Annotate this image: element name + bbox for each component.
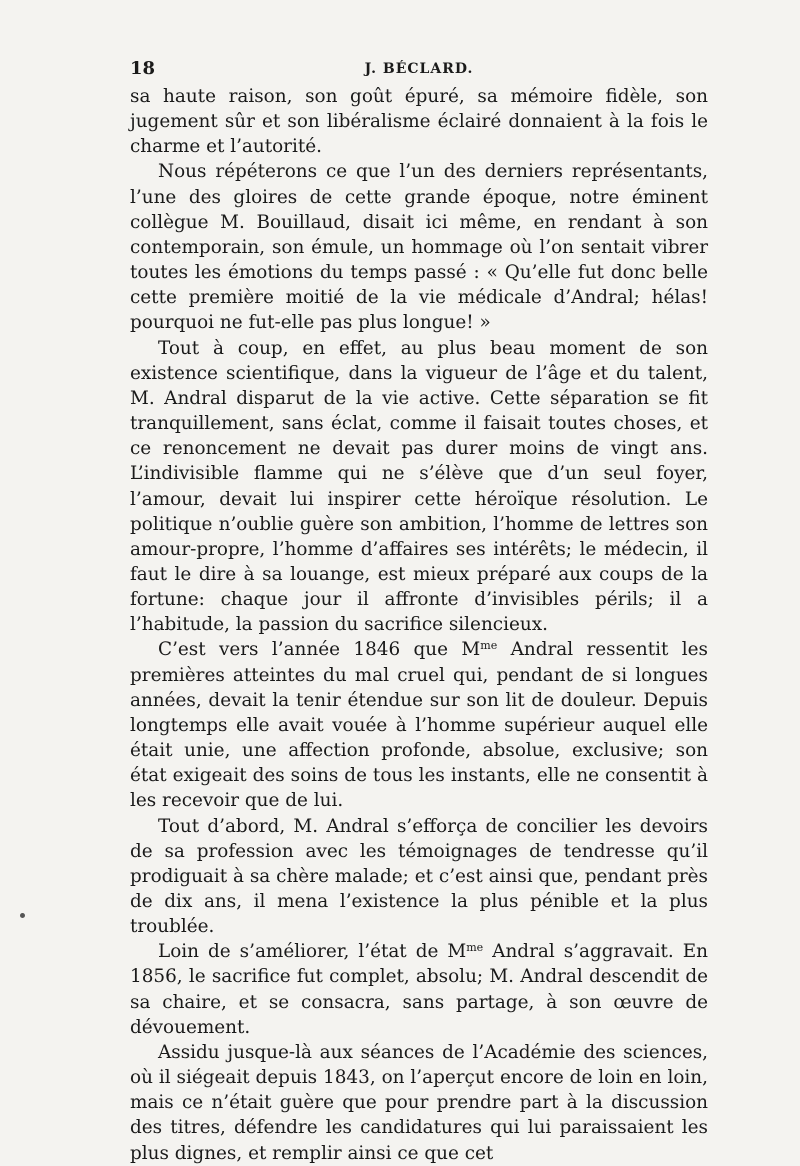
paragraph xyxy=(130,637,708,813)
margin-speck xyxy=(20,913,25,918)
paragraph-text: Loin de s’améliorer, l’état de M xyxy=(158,941,467,963)
paragraph: Nous répéterons ce que l’un des derniers représentants, l’une des gloires de cette grande époque, notre éminent collègue M. Bouillaud, disait ici même, en rendant à son contemporain, son émule, un hommage où l’on sentait vibrer toutes les émotions du temps passé : « Qu’elle fut donc belle cette première moitié de la vie médicale d’Andral; hélas! pourquoi ne fut-elle pas plus longue! » xyxy=(130,161,708,334)
paragraph-text: C’est vers l’année 1846 que M xyxy=(158,639,481,661)
paragraph: Tout à coup, en effet, au plus beau moment de son existence scientifique, dans la vigueur de l’âge et du talent, M. Andral disparut de la vie active. Cette séparation se fit tranquillement, sans éclat, comme il faisait toutes choses, et ce renoncement ne devait pas durer moins de vingt ans. L’indivisible flamme qui ne s’élève que d’un seul foyer, l’amour, devait lui inspirer cette héroïque résolution. Le politique n’oublie guère son ambition, l’homme de lettres son amour-propre, l’homme d’affaires ses intérêts; le médecin, il faut le dire à sa louange, est mieux préparé aux coups de la fortune: chaque jour il affronte d’invisibles périls; il a l’habitude, la passion du sacrifice silencieux. xyxy=(130,337,708,636)
page-header xyxy=(130,58,708,82)
paragraph xyxy=(130,939,708,1040)
paragraph: Tout d’abord, M. Andral s’efforça de concilier les devoirs de sa profession avec les témoignages de tendresse qu’il prodiguait à sa chère malade; et c’est ainsi que, pendant près de dix ans, il mena l’existence la plus pénible et la plus troublée. xyxy=(130,815,708,938)
running-head: J. BÉCLARD. xyxy=(364,61,474,77)
paragraph-text: Andral s’aggravait. En 1856, le sacrifice fut complet, absolu; M. Andral descendit de sa chaire, et se consacra, sans partage, à son œuvre de dévouement. xyxy=(130,941,708,1038)
page-number: 18 xyxy=(130,58,156,79)
paragraph-continues: Assidu jusque-là aux séances de l’Académie des sciences, où il siégeait depuis 1843, on l’aperçut encore de loin en loin, mais ce n’était guère que pour prendre part à la discussion des titres, défendre les candidatures qui lui paraissaient les plus dignes, et remplir ainsi ce que cet xyxy=(130,1041,708,1164)
paragraph-continued: sa haute raison, son goût épuré, sa mémoire fidèle, son jugement sûr et son libéralisme éclairé donnaient à la fois le charme et l’autorité. xyxy=(130,86,708,158)
superscript-abbrev: me xyxy=(480,639,498,653)
body-text xyxy=(130,84,708,1166)
paragraph-text: Andral ressentit les premières atteintes du mal cruel qui, pendant de si longues années, devait la tenir étendue sur son lit de douleur. Depuis longtemps elle avait vouée à l’homme supérieur auquel elle était unie, une affection profonde, absolue, exclusive; son état exigeait des soins de tous les instants, elle ne consentit à les recevoir que de lui. xyxy=(130,639,708,812)
superscript-abbrev: me xyxy=(466,941,484,955)
